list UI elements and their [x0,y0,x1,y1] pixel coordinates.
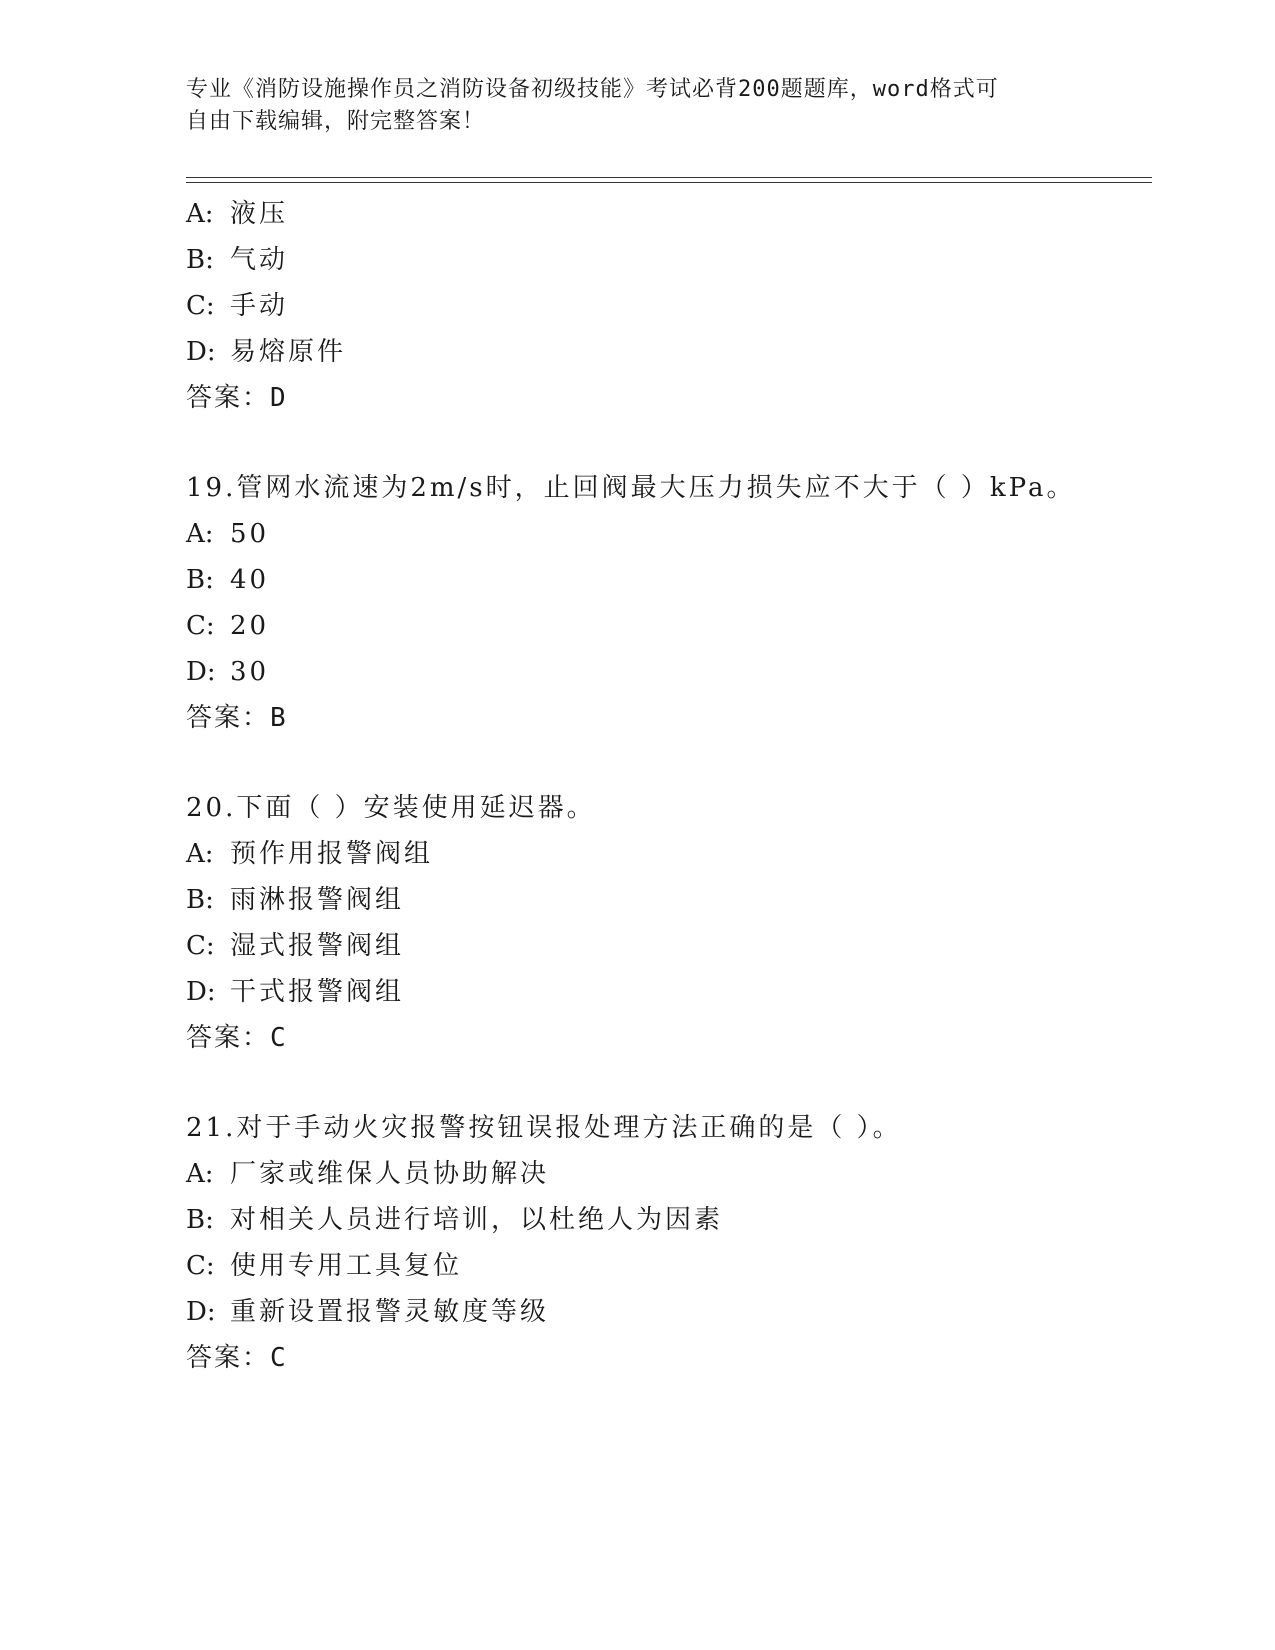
option-c [186,283,1152,329]
option-a [186,191,1152,237]
option-label: D: [186,337,216,367]
option-label: A: [186,839,214,869]
option-label: C: [186,291,215,321]
option-label: C: [186,931,215,961]
option-text: 液压 [230,199,289,229]
option-text: 30 [230,657,270,687]
header-line-1: 专业《消防设施操作员之消防设备初级技能》考试必背200题题库，word格式可 [186,77,999,102]
option-b [186,1197,1152,1243]
option-text: 40 [230,565,270,595]
option-label: D: [186,1297,216,1327]
option-d [186,969,1152,1015]
option-label: A: [186,199,214,229]
option-text: 重新设置报警灵敏度等级 [230,1297,550,1327]
question-block-20 [186,785,1152,1061]
question-block-21 [186,1105,1152,1381]
option-text: 湿式报警阀组 [230,931,405,961]
option-c [186,1243,1152,1289]
option-c [186,923,1152,969]
question-stem: 21.对于手动火灾报警按钮误报处理方法正确的是（ ）。 [186,1113,902,1143]
option-text: 预作用报警阀组 [230,839,434,869]
option-text: 干式报警阀组 [230,977,405,1007]
option-b [186,557,1152,603]
answer-line: 答案：C [186,1023,288,1053]
question-stem: 20.下面（ ）安装使用延迟器。 [186,793,596,823]
option-a [186,831,1152,877]
answer-line: 答案：C [186,1343,288,1373]
header-divider-top [186,177,1152,178]
question-stem: 19.管网水流速为2m/s时，止回阀最大压力损失应不大于（ ）kPa。 [186,473,1076,503]
option-a [186,1151,1152,1197]
option-label: B: [186,565,214,595]
option-text: 雨淋报警阀组 [230,885,405,915]
document-header [186,74,1086,138]
option-a [186,511,1152,557]
option-text: 对相关人员进行培训，以杜绝人为因素 [230,1205,724,1235]
option-label: C: [186,611,215,641]
option-label: B: [186,245,214,275]
option-label: B: [186,885,214,915]
option-text: 易熔原件 [230,337,347,367]
question-list [186,191,1152,1381]
option-label: C: [186,1251,215,1281]
option-d [186,329,1152,375]
option-label: A: [186,1159,214,1189]
option-text: 厂家或维保人员协助解决 [230,1159,550,1189]
option-label: B: [186,1205,214,1235]
option-text: 使用专用工具复位 [230,1251,463,1281]
option-text: 气动 [230,245,289,275]
option-d [186,649,1152,695]
option-label: A: [186,519,214,549]
option-b [186,877,1152,923]
option-label: D: [186,977,216,1007]
question-block-18 [186,191,1152,421]
header-line-2: 自由下载编辑，附完整答案！ [186,109,486,134]
option-label: D: [186,657,216,687]
option-text: 50 [230,519,270,549]
header-divider-bottom [186,182,1152,183]
option-text: 20 [230,611,270,641]
question-block-19 [186,465,1152,741]
answer-line: 答案：D [186,383,288,413]
option-c [186,603,1152,649]
option-d [186,1289,1152,1335]
option-b [186,237,1152,283]
option-text: 手动 [230,291,289,321]
answer-line: 答案：B [186,703,288,733]
